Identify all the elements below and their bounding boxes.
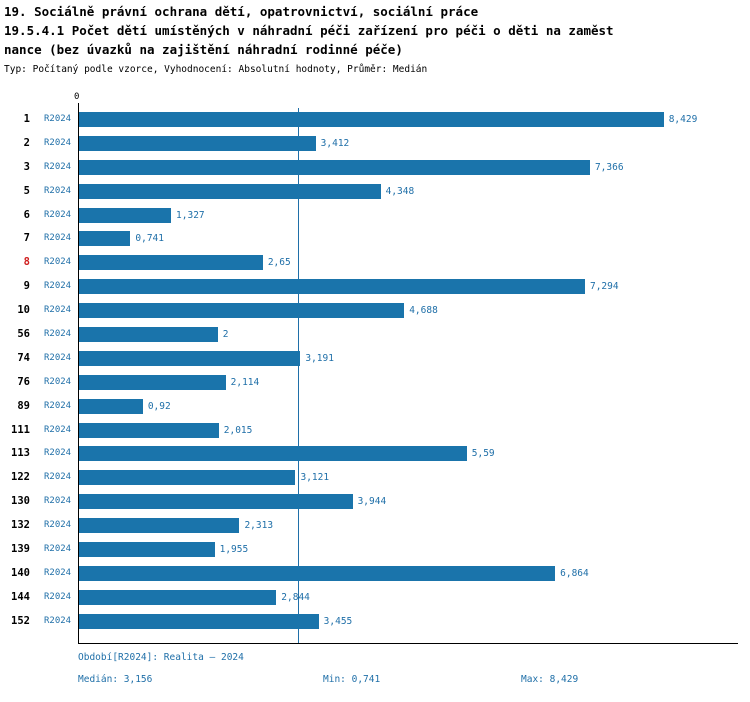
bar[interactable] [79,614,319,629]
row-series-label: R2024 [44,114,72,124]
bar-value-label: 4,348 [385,185,415,197]
chart-subtitle: Typ: Počítaný podle vzorce, Vyhodnocení: Absolutní hodnoty, Průměr: Medián [4,64,428,75]
row-series-label: R2024 [44,329,72,340]
row-series-label: R2024 [44,233,72,244]
bar-row [0,204,750,228]
bar-rows [0,108,750,634]
bar-value-label: 3,455 [323,615,353,627]
bar[interactable] [79,446,467,461]
bar-value-label: 6,864 [560,567,589,579]
bar[interactable] [79,542,215,557]
bar-value-label: 2,114 [230,376,260,388]
bar-row [0,132,750,156]
title-line-2: 19.5.4.1 Počet dětí umístěných v náhradní péči zařízení pro péči o děti na zaměst [4,23,614,38]
row-category-label: 56 [17,328,30,341]
bar-value-label: 0,741 [135,233,164,245]
bar-value-label: 1,327 [176,209,205,221]
bar-row [0,347,750,371]
bar[interactable] [79,423,219,438]
row-series-label: R2024 [44,352,72,363]
bar[interactable] [79,494,353,509]
bar[interactable] [79,136,316,151]
row-category-label: 9 [23,280,30,293]
row-category-label: 111 [11,423,30,436]
chart-title-block [4,2,746,59]
bar[interactable] [79,160,590,175]
title-line-3: nance (bez úvazků na zajištění náhradní rodinné péče) [4,42,403,57]
row-category-label: 89 [17,399,30,412]
bar-row [0,538,750,562]
bar-row [0,299,750,323]
bar[interactable] [79,375,226,390]
bar-row [0,586,750,610]
bar-row [0,514,750,538]
x-axis-tick-label-0: 0 [74,92,80,102]
bar[interactable] [79,399,143,414]
bar[interactable] [79,518,239,533]
bar-row [0,251,750,275]
row-category-label: 7 [23,232,30,245]
row-category-label: 152 [11,614,30,627]
row-series-label: R2024 [44,137,72,148]
bar[interactable] [79,112,664,127]
bar-value-label: 7,366 [594,161,624,173]
bar-row [0,371,750,395]
row-series-label: R2024 [44,185,72,196]
row-category-label: 10 [17,304,30,317]
row-series-label: R2024 [44,376,72,387]
row-series-label: R2024 [44,615,72,626]
row-category-label: 5 [23,184,30,197]
bar-value-label: 5,59 [471,448,495,460]
bar[interactable] [79,255,263,270]
bar-row [0,419,750,443]
bar-value-label: 4,688 [409,305,438,317]
row-category-label: 130 [11,495,30,508]
row-category-label: 140 [11,566,30,579]
bar-row [0,227,750,251]
bar-value-label: 7,294 [589,281,619,293]
bar[interactable] [79,351,300,366]
row-category-label: 144 [11,590,30,603]
title-line-1: 19. Sociálně právní ochrana dětí, opatrovnictví, sociální práce [4,4,479,19]
row-series-label: R2024 [44,472,72,483]
row-category-label: 2 [23,136,30,149]
bar-row [0,562,750,586]
row-category-label: 139 [11,543,30,556]
row-category-label: 76 [17,375,30,388]
bar-row [0,490,750,514]
bar-value-label: 2,313 [244,520,274,532]
bar-value-label: 3,121 [300,472,330,484]
row-series-label: R2024 [44,161,72,172]
row-series-label: R2024 [44,424,72,435]
row-category-label: 122 [11,471,30,484]
bar[interactable] [79,470,295,485]
bar[interactable] [79,184,381,199]
period-note: Období[R2024]: Realita – 2024 [78,652,244,663]
bar-row [0,323,750,347]
row-category-label: 3 [23,160,30,173]
row-series-label: R2024 [44,448,72,459]
bar[interactable] [79,279,585,294]
bar-row [0,395,750,419]
bar-row [0,156,750,180]
row-series-label: R2024 [44,281,72,292]
row-category-label: 6 [23,208,30,221]
stat-min: Min: 0,741 [323,674,381,685]
bar[interactable] [79,590,276,605]
row-category-label: 74 [17,351,30,364]
row-category-label: 132 [11,519,30,532]
bar-row [0,610,750,634]
bar-row [0,466,750,490]
row-series-label: R2024 [44,520,72,531]
bar-value-label: 8,429 [668,114,698,125]
stat-max: Max: 8,429 [521,674,579,685]
row-category-label: 1 [23,113,30,125]
x-axis-line [78,643,738,644]
bar-row [0,180,750,204]
row-category-label: 8 [23,256,30,269]
bar-value-label: 3,944 [357,496,387,508]
bar-row [0,108,750,132]
bar-row [0,275,750,299]
bar-value-label: 2,015 [223,424,253,436]
row-series-label: R2024 [44,305,72,316]
bar[interactable] [79,208,171,223]
row-series-label: R2024 [44,591,72,602]
bar-value-label: 3,191 [305,352,334,364]
stat-median: Medián: 3,156 [78,674,153,685]
bar-value-label: 2 [222,329,229,341]
bar[interactable] [79,327,218,342]
row-category-label: 113 [11,447,30,460]
bar[interactable] [79,231,130,246]
bar[interactable] [79,303,404,318]
row-series-label: R2024 [44,400,72,411]
bar-value-label: 1,955 [219,544,249,556]
bar-value-label: 2,844 [281,591,310,603]
row-series-label: R2024 [44,544,72,555]
bar-row [0,442,750,466]
row-series-label: R2024 [44,567,72,578]
bar-value-label: 3,412 [320,137,350,149]
row-series-label: R2024 [44,496,72,507]
bar-value-label: 2,65 [267,257,291,269]
bar-value-label: 0,92 [147,400,171,412]
row-series-label: R2024 [44,209,72,220]
bar[interactable] [79,566,555,581]
row-series-label: R2024 [44,257,72,268]
